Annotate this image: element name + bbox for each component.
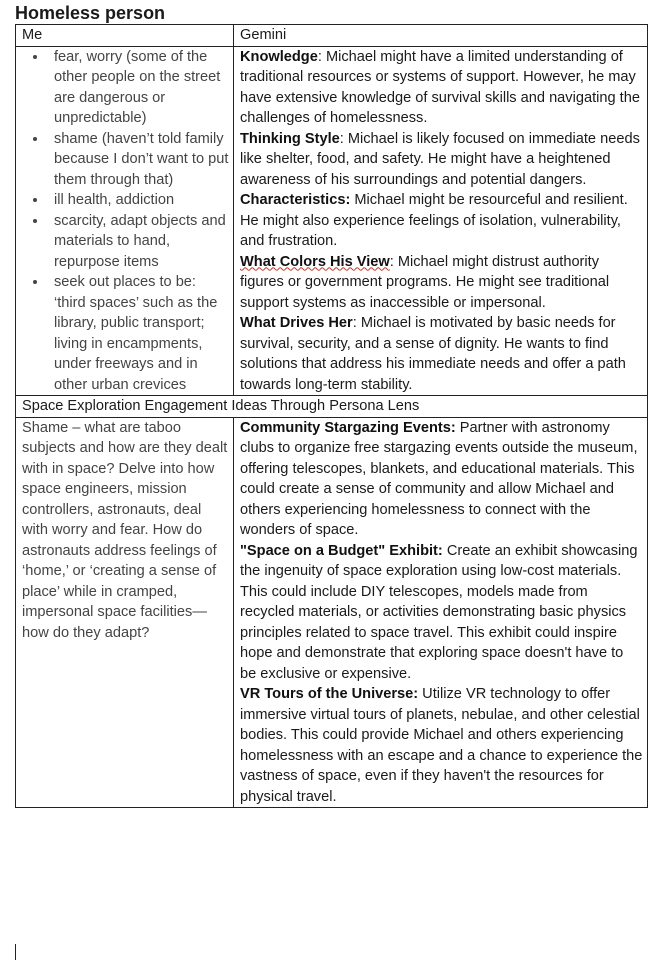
paragraph-label: What Colors His View — [240, 253, 390, 270]
table-header-row — [16, 25, 648, 47]
section-heading: Space Exploration Engagement Ideas Through Persona Lens — [16, 396, 648, 418]
paragraph-text: Utilize VR technology to offer immersive virtual tours of planets, nebulae, and other celestial bodies. This could provide Michael and others experiencing homelessness with an escape and a chance to experience the vastness of space, even if they haven't the resources for physical travel. — [240, 686, 643, 805]
paragraph-text: : Michael might distrust authority figures or government programs. He might see traditional support systems as inaccessible or impersonal. — [240, 253, 610, 311]
persona-table — [15, 24, 648, 808]
document-title: Homeless person — [15, 3, 166, 23]
paragraph-text: Michael might be resourceful and resilient. He might also experience feelings of isolation, vulnerability, and frustration. — [240, 192, 628, 249]
paragraph-text: Partner with astronomy clubs to organize free stargazing events outside the museum, offering telescopes, blankets, and educational materials. This could create a sense of community and allow Michael and others experiencing homelessness to connect with the wonders of space. — [240, 419, 638, 538]
gemini-cell — [234, 417, 648, 808]
paragraph-label: What Drives Her — [240, 315, 353, 331]
paragraph-label: Thinking Style — [240, 130, 340, 147]
gemini-paragraph — [240, 190, 643, 252]
list-item: • fear, worry (some of the other people on the street are dangerous or unpredictable) — [48, 47, 229, 129]
paragraph-text: Create an exhibit showcasing the ingenuity of space exploration using low-cost materials. This could include DIY telescopes, models made from recycled materials, or activities demonstrating basic physics principles related to space travel. This exhibit could inspire hope and demonstrate that exploring space doesn't have to be exclusive or expensive. — [240, 542, 638, 682]
gemini-paragraph — [240, 252, 643, 314]
me-cell: Shame – what are taboo subjects and how are they dealt with in space? Delve into how space engineers, mission controllers, astronauts, deal with worry and fear. How do astronauts address feelings of ‘home,’ or ‘creating a sense of place’ while in cramped, impersonal space facilities—how do they adapt? — [16, 417, 234, 808]
gemini-paragraph — [240, 313, 643, 395]
paragraph-text: : Michael is likely focused on immediate needs like shelter, food, and safety. He might have a heightened awareness of his surroundings and potential dangers. — [240, 130, 640, 188]
paragraph-label: VR Tours of the Universe: — [240, 686, 419, 702]
me-cell — [16, 46, 234, 396]
gemini-paragraph — [240, 129, 643, 191]
list-item: • seek out places to be: ‘third spaces’ such as the library, public transport; living in encampments, under freeways and in other urban crevices — [48, 272, 229, 395]
paragraph-label: Community Stargazing Events: — [240, 419, 456, 436]
gemini-paragraph — [240, 684, 643, 807]
paragraph-label: "Space on a Budget" Exhibit: — [240, 542, 443, 559]
me-bullet-list — [22, 47, 229, 396]
paragraph-text: : Michael is motivated by basic needs for survival, security, and a sense of dignity. He wants to find solutions that address his immediate needs and offer a path towards long-term stability. — [240, 315, 626, 393]
list-item: • ill health, addiction — [48, 190, 229, 211]
section-heading-row — [16, 396, 648, 418]
paragraph-text: : Michael might have a limited understanding of traditional resources or systems of support. However, he may have extensive knowledge of survival skills and navigating the challenges of homelessness. — [240, 48, 640, 126]
header-gemini: Gemini — [234, 25, 648, 47]
gemini-paragraph — [240, 541, 643, 685]
list-item: • scarcity, adapt objects and materials to hand, repurpose items — [48, 211, 229, 273]
table-border-continuation — [15, 944, 16, 960]
gemini-cell — [234, 46, 648, 396]
header-me: Me — [16, 25, 234, 47]
list-item: • shame (haven’t told family because I don’t want to put them through that) — [48, 129, 229, 191]
table-row — [16, 417, 648, 808]
table-row — [16, 46, 648, 396]
gemini-paragraph — [240, 47, 643, 129]
gemini-paragraph — [240, 418, 643, 541]
paragraph-label: Characteristics: — [240, 192, 351, 208]
paragraph-label: Knowledge — [240, 48, 318, 65]
